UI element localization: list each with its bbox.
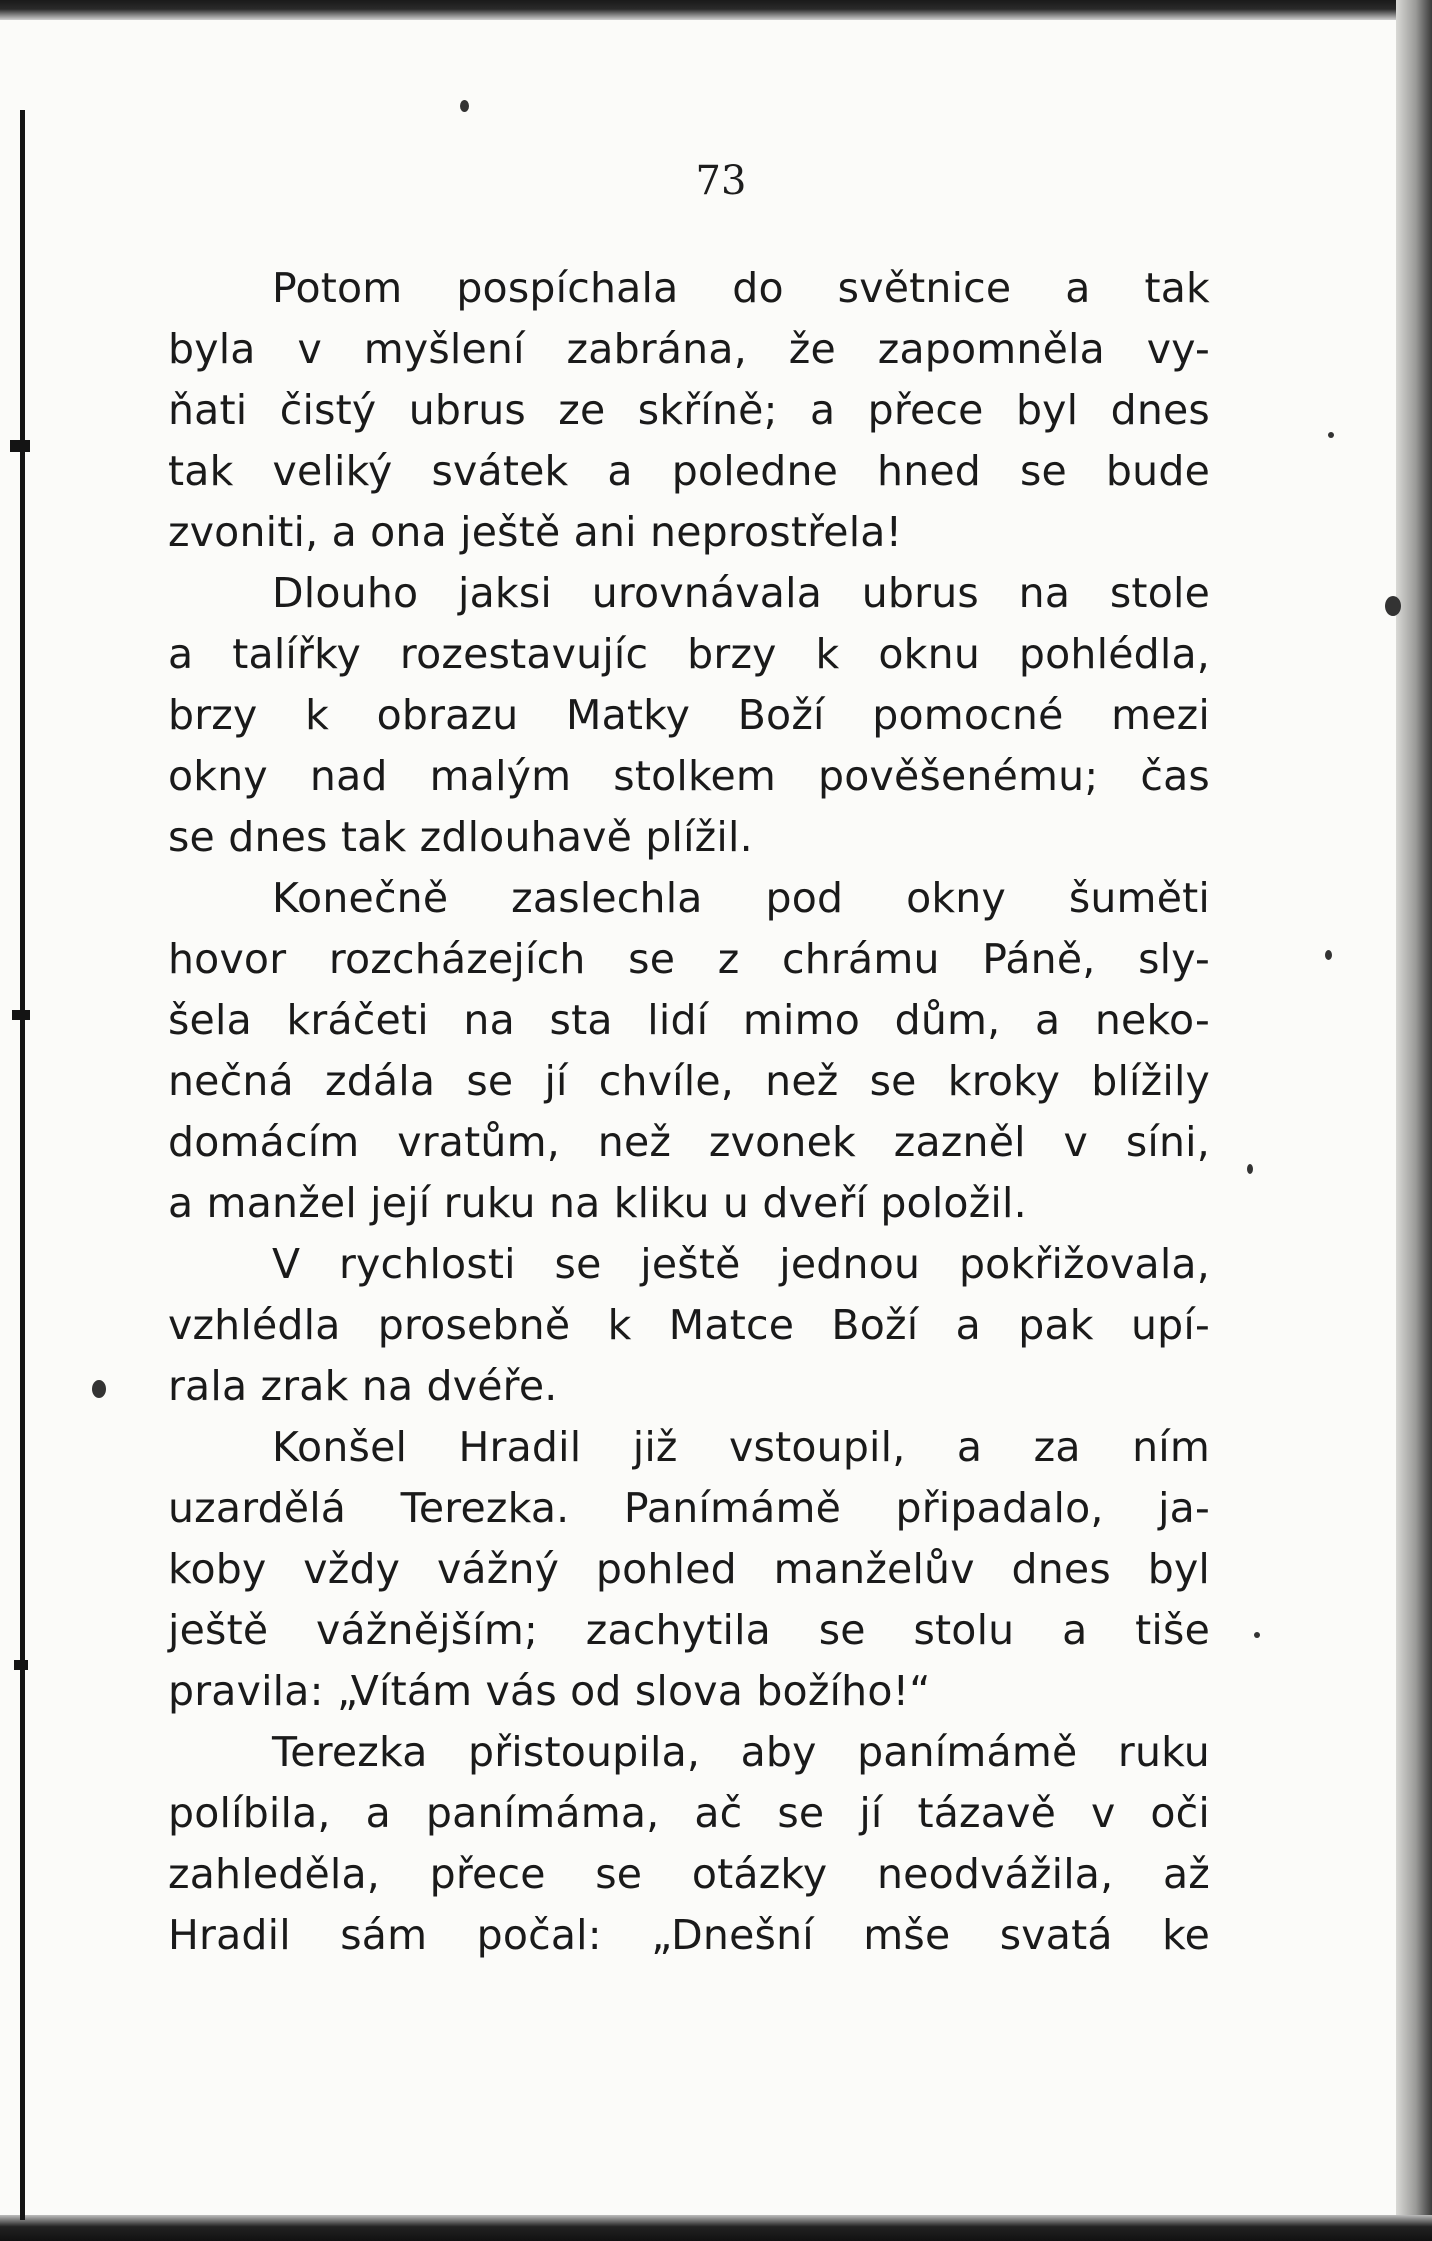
text-line: Dlouho jaksi urovnávala ubrus na stole	[272, 569, 1210, 617]
text-line: tak veliký svátek a poledne hned se bude	[168, 447, 1210, 495]
scan-edge-top	[0, 0, 1432, 20]
body-text	[168, 258, 1210, 1966]
text-line: byla v myšlení zabrána, že zapomněla vy-	[168, 325, 1210, 373]
text-line: nečná zdála se jí chvíle, než se kroky blížily	[168, 1057, 1210, 1105]
text-line: koby vždy vážný pohled manželův dnes byl	[168, 1545, 1210, 1593]
text-line: zahleděla, přece se otázky neodvážila, až	[168, 1850, 1210, 1898]
scan-edge-right	[1396, 0, 1432, 2241]
scan-edge-bottom	[0, 2215, 1432, 2241]
paragraph	[168, 1722, 1210, 1966]
text-line: zvoniti, a ona ještě ani neprostřela!	[168, 508, 903, 556]
paragraph	[168, 1417, 1210, 1722]
text-line: šela kráčeti na sta lidí mimo dům, a neko-	[168, 996, 1210, 1044]
text-line: se dnes tak zdlouhavě plížil.	[168, 813, 753, 861]
text-line: Konšel Hradil již vstoupil, a za ním	[272, 1423, 1210, 1471]
speck	[92, 1380, 106, 1398]
paragraph	[168, 1234, 1210, 1417]
text-line: políbila, a panímáma, ač se jí tázavě v oči	[168, 1789, 1210, 1837]
text-line: Potom pospíchala do světnice a tak	[272, 264, 1210, 312]
scan-mark	[14, 1660, 28, 1670]
speck	[1254, 1632, 1260, 1638]
text-line: ještě vážnějším; zachytila se stolu a tiše	[168, 1606, 1210, 1654]
scan-mark	[12, 1010, 30, 1020]
text-line: uzardělá Terezka. Panímámě připadalo, ja-	[168, 1484, 1210, 1532]
text-line: rala zrak na dvéře.	[168, 1362, 558, 1410]
paragraph	[168, 868, 1210, 1234]
speck	[1328, 432, 1334, 438]
scan-edge-left	[20, 110, 25, 2220]
speck	[1325, 950, 1332, 960]
text-line: ňati čistý ubrus ze skříně; a přece byl dnes	[168, 386, 1210, 434]
text-line: Terezka přistoupila, aby panímámě ruku	[272, 1728, 1210, 1776]
text-line: okny nad malým stolkem pověšenému; čas	[168, 752, 1210, 800]
text-line: Konečně zaslechla pod okny šuměti	[272, 874, 1210, 922]
text-line: domácím vratům, než zvonek zazněl v síni,	[168, 1118, 1210, 1166]
paragraph	[168, 563, 1210, 868]
text-line: V rychlosti se ještě jednou pokřižovala,	[272, 1240, 1210, 1288]
text-line: brzy k obrazu Matky Boží pomocné mezi	[168, 691, 1210, 739]
text-line: vzhlédla prosebně k Matce Boží a pak upí-	[168, 1301, 1210, 1349]
text-line: hovor rozcházejích se z chrámu Páně, sly-	[168, 935, 1210, 983]
speck	[460, 100, 469, 112]
text-line: Hradil sám počal: „Dnešní mše svatá ke	[168, 1911, 1210, 1959]
text-line: a talířky rozestavujíc brzy k oknu pohlédla,	[168, 630, 1210, 678]
page-number: 73	[695, 158, 747, 204]
speck	[1247, 1164, 1253, 1174]
scan-mark	[10, 440, 30, 452]
text-line: a manžel její ruku na kliku u dveří položil.	[168, 1179, 1027, 1227]
text-line: pravila: „Vítám vás od slova božího!“	[168, 1667, 931, 1715]
speck	[1385, 596, 1401, 616]
paragraph	[168, 258, 1210, 563]
